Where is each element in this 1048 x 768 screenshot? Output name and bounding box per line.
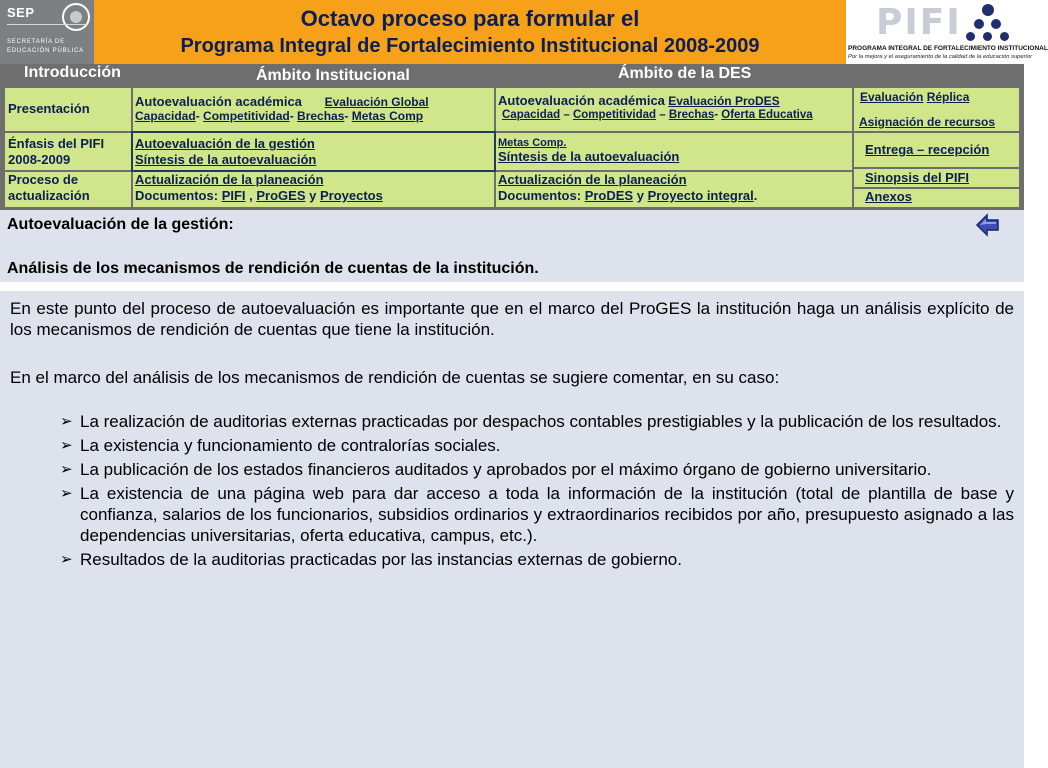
nav-link-presentacion[interactable]: Presentación	[8, 101, 90, 116]
nav-label-des-documentos: Documentos:	[498, 188, 582, 203]
nav-link-inst-proges[interactable]: ProGES	[256, 188, 306, 203]
title-bar	[94, 0, 846, 64]
nav-link-inst-capacidad[interactable]: Capacidad	[135, 109, 196, 123]
nav-cell-des-autoeval-academica: Autoevaluación académica Evaluación ProDES Capacidad – Competitividad – Brechas- Oferta Educativa	[496, 88, 852, 131]
section-title: Autoevaluación de la gestión:	[7, 216, 234, 233]
nav-link-inst-autoeval-gestion[interactable]: Autoevaluación de la gestión	[135, 136, 315, 151]
back-button[interactable]	[976, 214, 1000, 236]
sep-logo-line2: EDUCACIÓN PÚBLICA	[7, 48, 84, 54]
nav-cell-evaluacion	[854, 88, 1019, 131]
list-item-text: La publicación de los estados financieros auditados y aprobados por el máximo órgano de gobierno universitario.	[80, 460, 932, 479]
content-bullet-list	[60, 411, 1014, 573]
nav-link-inst-metas-comp[interactable]: Metas Comp	[351, 109, 424, 123]
nav-cell-inst-autoeval-academica: Autoevaluación académica Evaluación Global Capacidad- Competitividad- Brechas- Metas Comp	[133, 88, 494, 131]
content-paragraph-2: En el marco del análisis de los mecanismos de rendición de cuentas se sugiere comentar, en su caso:	[10, 368, 780, 387]
list-item	[60, 459, 1014, 480]
nav-link-inst-evaluacion-global[interactable]: Evaluación Global	[324, 95, 429, 109]
nav-link-replica[interactable]: Réplica	[926, 90, 970, 104]
nav-link-enfasis-2[interactable]: 2008-2009	[8, 152, 71, 167]
nav-link-anexos[interactable]: Anexos	[865, 189, 912, 204]
nav-cell-entrega[interactable]	[854, 133, 1019, 167]
nav-link-des-metas-comp[interactable]: Metas Comp.	[498, 137, 567, 149]
header	[0, 0, 1048, 64]
nav-link-inst-competitividad[interactable]: Competitividad	[203, 109, 290, 123]
nav-link-enfasis-1[interactable]: Énfasis del PIFI	[8, 136, 105, 151]
arrow-bullet-icon: ➢	[60, 485, 73, 502]
nav-link-des-prodes[interactable]: ProDES	[584, 188, 634, 203]
arrow-bullet-icon: ➢	[60, 461, 73, 478]
nav-link-des-oferta-educativa[interactable]: Oferta Educativa	[721, 109, 813, 121]
nav-label-des-autoeval-academica: Autoevaluación académica	[498, 93, 665, 108]
nav-cell-des-sintesis	[496, 133, 852, 170]
nav-header-ambito-institucional[interactable]: Ámbito Institucional	[256, 67, 410, 84]
nav-link-proceso-2[interactable]: actualización	[8, 188, 90, 203]
nav-cell-des-actualizacion: Actualización de la planeación Documentos: ProDES y Proyecto integral.	[496, 172, 852, 207]
main-content	[0, 291, 1024, 768]
back-arrow-icon[interactable]	[976, 214, 1000, 236]
nav-link-des-capacidad[interactable]: Capacidad	[502, 109, 561, 121]
nav-link-des-sintesis[interactable]: Síntesis de la autoevaluación	[498, 149, 680, 164]
nav-link-des-proyecto-integral[interactable]: Proyecto integral	[647, 188, 754, 203]
pifi-logo-word: PIFI	[876, 2, 962, 43]
content-paragraph-1: En este punto del proceso de autoevaluación es importante que en el marco del ProGES la institución haga un análisis explícito de los mecanismos de rendición de cuentas que tiene la institución.	[10, 299, 1014, 339]
list-item-text: La existencia de una página web para dar acceso a toda la información de la institución (total de plantilla de base y confianza, salarios de los funcionarios, subsidios ordinarios y extraordinarios recibidos por año, presupuesto asignado a las dependencias universitarias, oferta educativa, campus, etc.).	[80, 484, 1014, 545]
mexico-seal-icon	[62, 3, 90, 31]
nav-cell-enfasis[interactable]	[5, 133, 131, 170]
list-item-text: La realización de auditorias externas practicadas por despachos contables prestigiables y la publicación de los resultados.	[80, 412, 1002, 431]
arrow-bullet-icon: ➢	[60, 413, 73, 430]
page-title-line1: Octavo proceso para formular el	[300, 6, 640, 31]
nav-cell-sinopsis[interactable]	[854, 169, 1019, 187]
navigation-table	[0, 64, 1024, 210]
nav-label-inst-autoeval-academica: Autoevaluación académica	[135, 94, 302, 109]
nav-link-des-actualizacion[interactable]: Actualización de la planeación	[498, 172, 687, 187]
pifi-logo	[846, 0, 1048, 64]
list-item	[60, 435, 1014, 456]
nav-label-inst-y: y	[309, 188, 317, 203]
nav-link-proceso-1[interactable]: Proceso de	[8, 172, 79, 187]
arrow-bullet-icon: ➢	[60, 437, 73, 454]
nav-link-inst-pifi[interactable]: PIFI	[221, 188, 246, 203]
sep-logo-abbr: SEP	[7, 5, 35, 20]
section-subtitle: Análisis de los mecanismos de rendición de cuentas de la institución.	[7, 260, 539, 277]
nav-label-inst-documentos: Documentos:	[135, 188, 219, 203]
section-heading	[0, 210, 1024, 282]
nav-link-inst-brechas[interactable]: Brechas	[297, 109, 345, 123]
pifi-logo-line2: Por la mejora y el aseguramiento de la calidad de la educación superior	[848, 54, 1032, 60]
sep-logo-divider	[7, 24, 87, 25]
sep-logo-line1: SECRETARÍA DE	[7, 39, 65, 45]
sep-logo-subtitle	[7, 38, 84, 56]
page-title-line2: Programa Integral de Fortalecimiento Institucional 2008-2009	[180, 35, 760, 57]
nav-cell-inst-actualizacion: Actualización de la planeación Documentos: PIFI , ProGES y Proyectos	[133, 172, 494, 207]
nav-link-inst-actualizacion[interactable]: Actualización de la planeación	[135, 172, 324, 187]
nav-link-inst-proyectos[interactable]: Proyectos	[319, 188, 383, 203]
nav-link-entrega-recepcion[interactable]: Entrega – recepción	[865, 142, 990, 157]
nav-link-sinopsis-pifi[interactable]: Sinopsis del PIFI	[865, 170, 970, 185]
nav-cell-presentacion[interactable]	[5, 88, 131, 131]
nav-selection-highlight	[131, 131, 496, 172]
nav-header-ambito-des[interactable]: Ámbito de la DES	[618, 65, 752, 82]
nav-cell-anexos[interactable]	[854, 189, 1019, 207]
pifi-dots-icon	[964, 4, 1014, 44]
list-item-text: La existencia y funcionamiento de contralorías sociales.	[80, 436, 501, 455]
list-item	[60, 549, 1014, 570]
pifi-logo-line1: PROGRAMA INTEGRAL DE FORTALECIMIENTO INSTITUCIONAL	[848, 45, 1048, 52]
arrow-bullet-icon: ➢	[60, 551, 73, 568]
nav-cell-proceso[interactable]	[5, 172, 131, 207]
nav-label-des-y: y	[636, 188, 644, 203]
nav-link-des-evaluacion-prodes[interactable]: Evaluación ProDES	[668, 94, 780, 108]
list-item-text: Resultados de la auditorias practicadas por las instancias externas de gobierno.	[80, 550, 682, 569]
nav-link-asignacion-recursos[interactable]: Asignación de recursos	[859, 115, 996, 129]
nav-link-evaluacion[interactable]: Evaluación	[860, 90, 924, 104]
list-item	[60, 483, 1014, 546]
nav-link-des-brechas[interactable]: Brechas	[668, 109, 715, 121]
sep-logo	[0, 0, 94, 64]
list-item	[60, 411, 1014, 432]
nav-link-inst-sintesis[interactable]: Síntesis de la autoevaluación	[135, 152, 317, 167]
nav-header-introduccion[interactable]: Introducción	[24, 64, 121, 81]
nav-link-des-competitividad[interactable]: Competitividad	[572, 109, 657, 121]
